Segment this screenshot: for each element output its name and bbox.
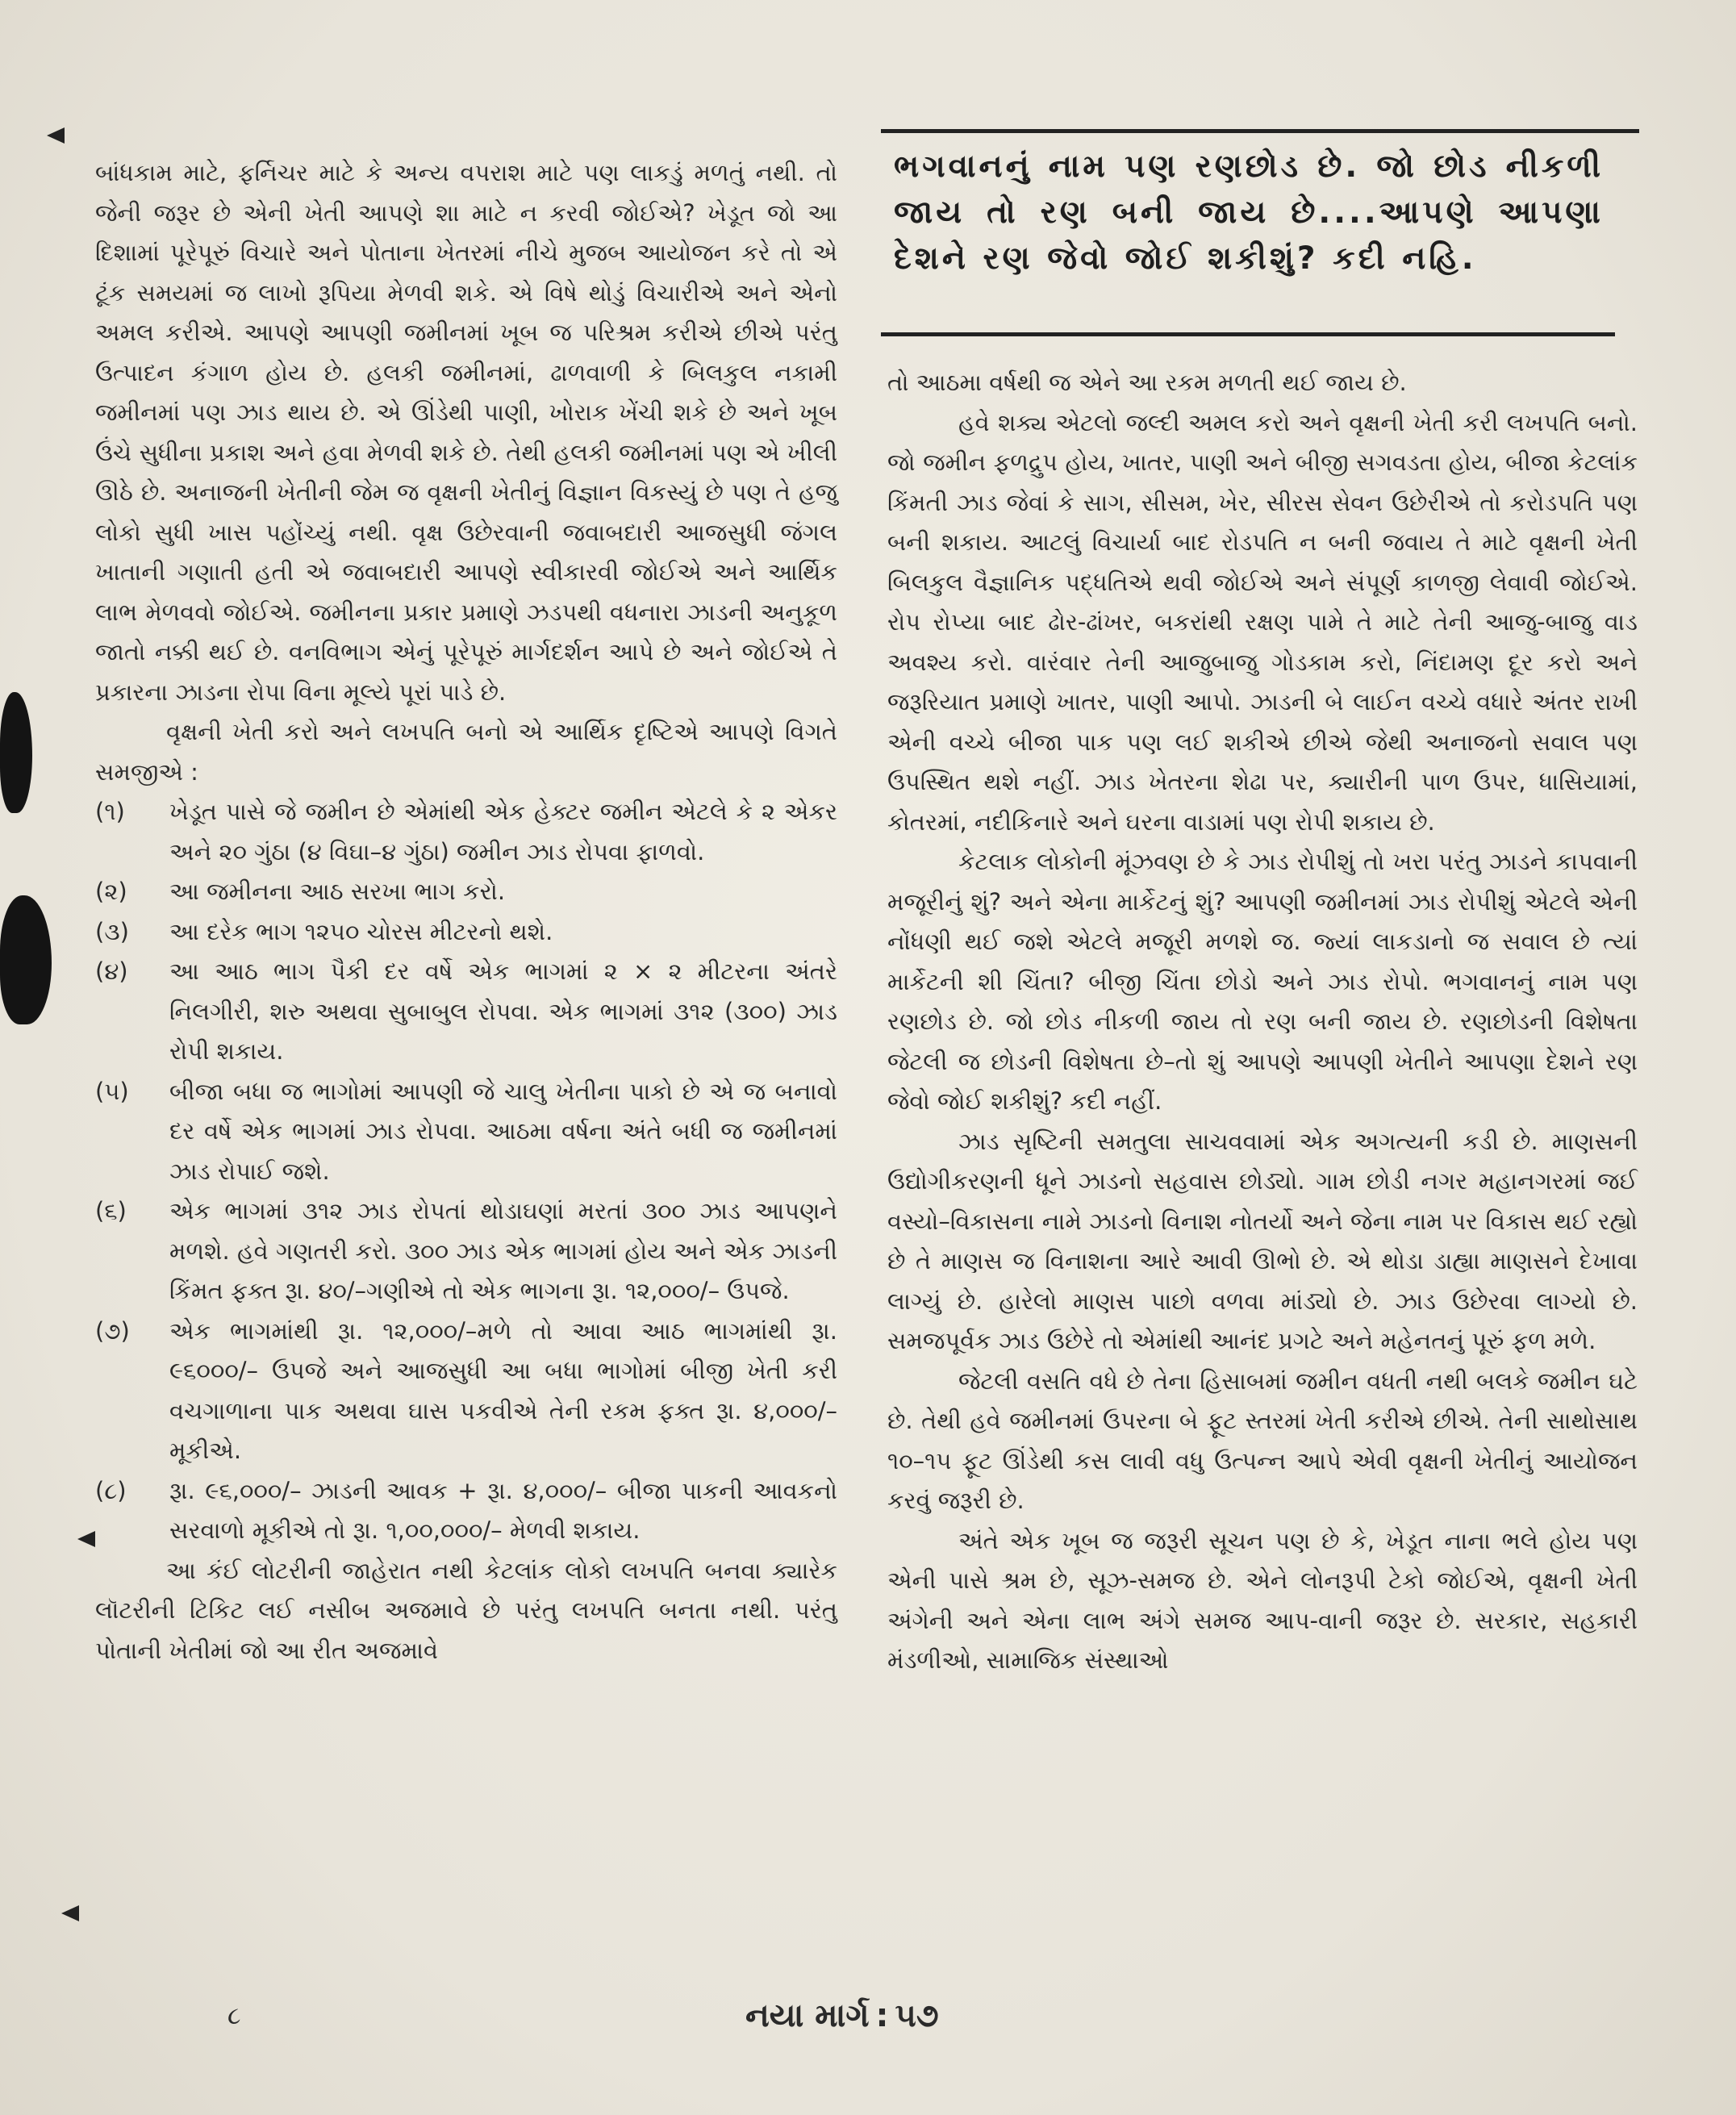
pullquote-bottom-rule	[881, 332, 1615, 336]
list-item	[95, 792, 837, 872]
page-footer	[742, 1997, 942, 2034]
list-text: રૂા. ૯૬,૦૦૦/– ઝાડની આવક + રૂા. ૪,૦૦૦/– બીજા પાકની આવકનો સરવાળો મૂકીએ તો રૂા. ૧,૦૦,૦૦૦/– મેળવી શકાય.	[169, 1476, 837, 1544]
list-text: એક ભાગમાં ૩૧૨ ઝાડ રોપતાં થોડાઘણાં મરતાં ૩૦૦ ઝાડ આપણને મળશે. હવે ગણતરી કરો. ૩૦૦ ઝાડ એક ભાગમાં હોય અને એક ઝાડની કિંમત ફક્ત રૂા. ૪૦/–ગણીએ તો એક ભાગના રૂા. ૧૨,૦૦૦/– ઉપજે.	[169, 1197, 837, 1304]
list-number: (૬)	[95, 1197, 127, 1224]
right-paragraph-6: અંતે એક ખૂબ જ જરૂરી સૂચન પણ છે કે, ખેડૂત નાના ભલે હોય પણ એની પાસે શ્રમ છે, સૂઝ-સમજ છે. એને લોનરૂપી ટેકો જોઈએ, વૃક્ષની ખેતી અંગેની અને એના લાભ અંગે સમજ આપ-વાની જરૂર છે. સરકાર, સહકારી મંડળીઓ, સામાજિક સંસ્થાઓ	[887, 1526, 1638, 1674]
torn-hole-upper	[0, 692, 32, 813]
list-item	[95, 912, 837, 953]
right-paragraph-2: હવે શક્ય એટલો જલ્દી અમલ કરો અને વૃક્ષની ખેતી કરી લખપતિ બનો. જો જમીન ફળદ્રુપ હોય, ખાતર, પાણી અને બીજી સગવડતા હોય, બીજા કેટલાંક કિંમતી ઝાડ જેવાં કે સાગ, સીસમ, ખેર, સીરસ સેવન ઉછેરીએ તો કરોડપતિ પણ બની શકાય. આટલું વિચાર્યા બાદ રોડપતિ ન બની જવાય તે માટે વૃક્ષની ખેતી બિલકુલ વૈજ્ઞાનિક પદ્ધતિએ થવી જોઈએ અને સંપૂર્ણ કાળજી લેવાવી જોઈએ. રોપ રોપ્યા બાદ ઢોર-ઢાંખર, બકરાંથી રક્ષણ પામે તે માટે તેની આજુ-બાજુ વાડ અવશ્ય કરો. વારંવાર તેની આજુબાજુ ગોડકામ કરો, નિંદામણ દૂર કરો અને જરૂરિયાત પ્રમાણે ખાતર, પાણી આપો. ઝાડની બે લાઈન વચ્ચે વધારે અંતર રાખી એની વચ્ચે બીજા પાક પણ લઈ શકીએ છીએ જેથી અનાજનો સવાલ પણ ઉપસ્થિત થશે નહીં. ઝાડ ખેતરના શેઢા પર, ક્યારીની પાળ ઉપર, ધાસિયામાં, કોતરમાં, નદીકિનારે અને ઘરના વાડામાં પણ રોપી શકાય છે.	[887, 408, 1638, 836]
list-item	[95, 1312, 837, 1471]
list-item	[95, 1072, 837, 1192]
left-paragraph-3: આ કંઈ લોટરીની જાહેરાત નથી કેટલાંક લોકો લખપતિ બનવા ક્યારેક લૉટરીની ટિકિટ લઈ નસીબ અજમાવે છે પરંતુ લખપતિ બનતા નથી. પરંતુ પોતાની ખેતીમાં જો આ રીત અજમાવે	[95, 1556, 837, 1664]
list-number: (૧)	[95, 798, 125, 825]
list-number: (૪)	[95, 957, 128, 985]
right-paragraph-3: કેટલાક લોકોની મૂંઝવણ છે કે ઝાડ રોપીશું તો ખરા પરંતુ ઝાડને કાપવાની મજૂરીનું શું? અને એના માર્કેટનું શું? આપણી જમીનમાં ઝાડ રોપીશું એટલે એની નોંધણી થઈ જશે એટલે મજૂરી મળશે જ. જ્યાં લાકડાનો જ સવાલ છે ત્યાં માર્કેટની શી ચિંતા? બીજી ચિંતા છોડો અને ઝાડ રોપો. ભગવાનનું નામ પણ રણછોડ છે. જો છોડ નીકળી જાય તો રણ બની જાય છે. રણછોડની વિશેષતા જેટલી જ છોડની વિશેષતા છે–તો શું આપણે આપણી ખેતીને આપણા દેશને રણ જેવો જોઈ શકીશું? કદી નહીં.	[887, 848, 1638, 1115]
list-number: (૫)	[95, 1077, 129, 1105]
list-item	[95, 1471, 837, 1551]
right-paragraph-1: તો આઠમા વર્ષથી જ એને આ રકમ મળતી થઈ જાય છે.	[887, 369, 1407, 396]
list-text: ખેડૂત પાસે જે જમીન છે એમાંથી એક હેક્ટર જમીન એટલે કે ૨ એકર અને ૨૦ ગુંઠા (૪ વિઘા–૪ ગુંઠા) જમીન ઝાડ રોપવા ફાળવો.	[169, 798, 837, 866]
pullquote-top-rule	[881, 129, 1639, 133]
pullquote: ભગવાનનું નામ પણ રણછોડ છે. જો છોડ નીકળી જાય તો રણ બની જાય છે....આપણે આપણા દેશને રણ જેવો જોઈ શકીશું? કદી નહિ.	[894, 148, 1604, 277]
page-number: ૫૭	[895, 1997, 939, 2034]
list-text: આ આઠ ભાગ પૈકી દર વર્ષે એક ભાગમાં ૨ × ૨ મીટરના અંતરે નિલગીરી, શરુ અથવા સુબાબુલ રોપવા. એક ભાગમાં ૩૧૨ (૩૦૦) ઝાડ રોપી શકાય.	[169, 957, 837, 1065]
list-text: બીજા બધા જ ભાગોમાં આપણી જે ચાલુ ખેતીના પાકો છે એ જ બનાવો દર વર્ષે એક ભાગમાં ઝાડ રોપવા. આઠમા વર્ષના અંતે બધી જ જમીનમાં ઝાડ રોપાઈ જશે.	[169, 1077, 837, 1185]
list-text: આ જમીનના આઠ સરખા ભાગ કરો.	[169, 878, 506, 905]
magazine-name: નયા માર્ગ	[745, 1997, 870, 2034]
list-text: એક ભાગમાંથી રૂા. ૧૨,૦૦૦/–મળે તો આવા આઠ ભાગમાંથી રૂા. ૯૬૦૦૦/– ઉપજે અને આજસુધી આ બધા ભાગોમાં બીજી ખેતી કરી વચગાળાના પાક અથવા ઘાસ પકવીએ તેની રકમ ફક્ત રૂા. ૪,૦૦૦/– મૂકીએ.	[169, 1316, 837, 1464]
folio-mark: ૮	[227, 2002, 241, 2030]
list-number: (૭)	[95, 1316, 130, 1345]
right-paragraph-5: જેટલી વસતિ વધે છે તેના હિસાબમાં જમીન વધતી નથી બલકે જમીન ઘટે છે. તેથી હવે જમીનમાં ઉપરના બે ફૂટ સ્તરમાં ખેતી કરીએ છીએ. તેની સાથોસાથ ૧૦–૧૫ ફૂટ ઊંડેથી કસ લાવી વધુ ઉત્પન્ન આપે એવી વૃક્ષની ખેતીનું આયોજન કરવું જરૂરી છે.	[887, 1366, 1638, 1514]
list-number: (૮)	[95, 1476, 127, 1504]
staple-mark-top	[47, 127, 65, 144]
left-paragraph-1: બાંધકામ માટે, ફર્નિચર માટે કે અન્ય વપરાશ માટે પણ લાકડું મળતું નથી. તો જેની જરૂર છે એની ખેતી આપણે શા માટે ન કરવી જોઈએ? ખેડૂત જો આ દિશામાં પૂરેપૂરું વિચારે અને પોતાના ખેતરમાં નીચે મુજબ આયોજન કરે તો એ ટૂંક સમયમાં જ લાખો રૂપિયા મેળવી શકે. એ વિષે થોડું વિચારીએ અને એનો અમલ કરીએ. આપણે આપણી જમીનમાં ખૂબ જ પરિશ્રમ કરીએ છીએ પરંતુ ઉત્પાદન કંગાળ હોય છે. હલકી જમીનમાં, ઢાળવાળી કે બિલકુલ નકામી જમીનમાં પણ ઝાડ થાય છે. એ ઊંડેથી પાણી, ખોરાક ખેંચી શકે છે અને ખૂબ ઉંચે સુધીના પ્રકાશ અને હવા મેળવી શકે છે. તેથી હલકી જમીનમાં પણ એ ખીલી ઊઠે છે. અનાજની ખેતીની જેમ જ વૃક્ષની ખેતીનું વિજ્ઞાન વિકસ્યું છે પણ તે હજુ લોકો સુધી ખાસ પહોંચ્યું નથી. વૃક્ષ ઉછેરવાની જવાબદારી આજસુધી જંગલ ખાતાની ગણાતી હતી એ જવાબદારી આપણે સ્વીકારવી જોઈએ અને આર્થિક લાભ મેળવવો જોઈએ. જમીનના પ્રકાર પ્રમાણે ઝડપથી વધનારા ઝાડની અનુકૂળ જાતો નક્કી થઈ છે. વનવિભાગ એનું પૂરેપૂરું માર્ગદર્શન આપે છે અને જોઈએ તે પ્રકારના ઝાડના રોપા વિના મૂલ્યે પૂરાં પાડે છે.	[95, 159, 837, 706]
torn-hole-lower	[0, 895, 52, 1024]
right-paragraph-4: ઝાડ સૃષ્ટિની સમતુલા સાચવવામાં એક અગત્યની કડી છે. માણસની ઉદ્યોગીકરણની ધૂને ઝાડનો સહવાસ છોડ્યો. ગામ છોડી નગર મહાનગરમાં જઈ વસ્યો–વિકાસના નામે ઝાડનો વિનાશ નોતર્યો અને જેના નામ પર વિકાસ થઈ રહ્યો છે તે માણસ જ વિનાશના આરે આવી ઊભો છે. એ થોડા ડાહ્યા માણસને દેખાવા લાગ્યું છે. હારેલો માણસ પાછો વળવા માંડ્યો છે. ઝાડ ઉછેરવા લાગ્યો છે. સમજપૂર્વક ઝાડ ઉછેરે તો એમાંથી આનંદ પ્રગટે અને મહેનતનું પૂરું ફળ મળે.	[887, 1127, 1638, 1354]
list-number: (૨)	[95, 878, 127, 905]
list-text: આ દરેક ભાગ ૧૨૫૦ ચોરસ મીટરનો થશે.	[169, 917, 553, 945]
footer-separator: :	[875, 1997, 889, 2034]
right-column	[887, 363, 1638, 1681]
staple-mark-bottom	[61, 1905, 79, 1921]
list-item	[95, 1191, 837, 1312]
left-column	[95, 153, 837, 1671]
list-number: (૩)	[95, 917, 129, 945]
list-item	[95, 872, 837, 912]
steps-list	[95, 792, 837, 1551]
staple-mark-mid	[77, 1531, 95, 1547]
left-paragraph-2: વૃક્ષની ખેતી કરો અને લખપતિ બનો એ આર્થિક દૃષ્ટિએ આપણે વિગતે સમજીએ :	[95, 718, 837, 786]
list-item	[95, 952, 837, 1072]
